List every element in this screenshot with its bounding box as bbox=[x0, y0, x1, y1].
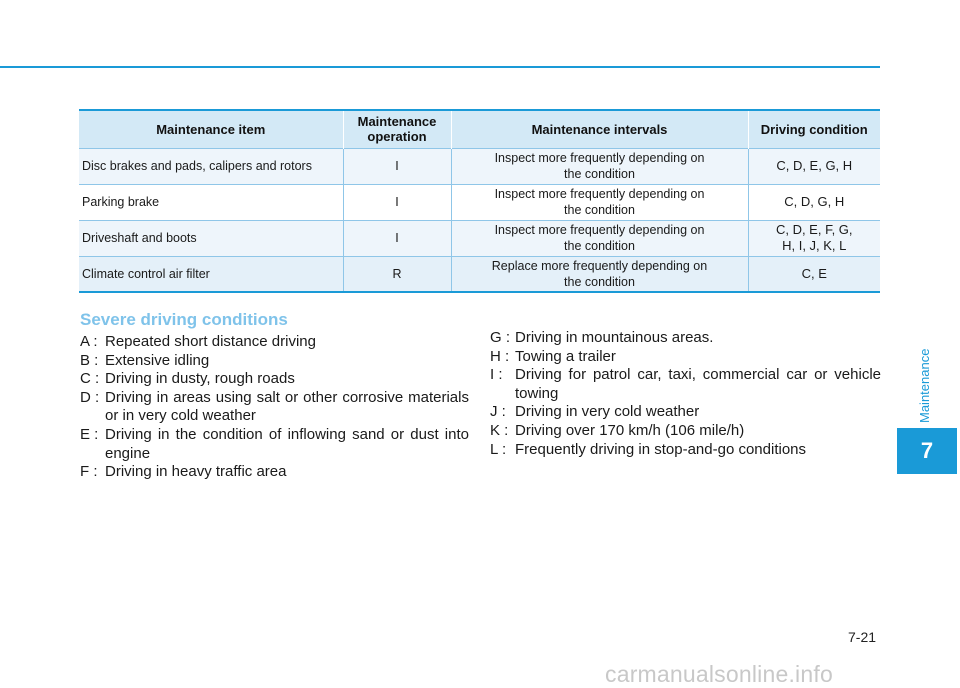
cell-item: Disc brakes and pads, calipers and rotors bbox=[79, 148, 343, 184]
table-row bbox=[79, 220, 880, 256]
condition-text: Driving in very cold weather bbox=[515, 403, 700, 421]
cell-condition: C, D, E, F, G, H, I, J, K, L bbox=[748, 220, 880, 256]
condition-code: B : bbox=[80, 351, 99, 369]
conditions-list-left bbox=[80, 333, 469, 482]
page-number: 7-21 bbox=[848, 629, 877, 645]
cell-interval: Inspect more frequently depending on the condition bbox=[451, 184, 748, 220]
condition-text: Driving over 170 km/h (106 mile/h) bbox=[515, 421, 745, 439]
table-row bbox=[79, 256, 880, 292]
table-row bbox=[79, 184, 880, 220]
list-item bbox=[490, 329, 881, 348]
condition-code: C : bbox=[80, 370, 100, 388]
cell-item: Driveshaft and boots bbox=[79, 220, 343, 256]
table-header-row bbox=[79, 110, 880, 148]
condition-code: L : bbox=[490, 440, 507, 458]
condition-code: G : bbox=[490, 329, 511, 346]
list-item bbox=[490, 348, 881, 367]
table-row bbox=[79, 148, 880, 184]
condition-code: H : bbox=[490, 347, 510, 365]
condition-text: Driving in the condition of inflowing sand or dust into engine bbox=[105, 425, 469, 462]
cell-item: Parking brake bbox=[79, 184, 343, 220]
header-maintenance-item: Maintenance item bbox=[79, 110, 343, 148]
cell-condition: C, D, G, H bbox=[748, 184, 880, 220]
condition-text: Towing a trailer bbox=[515, 347, 616, 365]
condition-text: Driving in mountainous areas. bbox=[515, 329, 714, 346]
cell-interval: Inspect more frequently depending on the condition bbox=[451, 148, 748, 184]
maintenance-table bbox=[79, 109, 880, 293]
cell-operation: I bbox=[343, 184, 451, 220]
cell-interval: Inspect more frequently depending on the condition bbox=[451, 220, 748, 256]
condition-text: Extensive idling bbox=[105, 351, 210, 369]
condition-code: A : bbox=[80, 333, 98, 350]
list-item bbox=[80, 370, 469, 389]
list-item bbox=[490, 441, 881, 460]
condition-text: Frequently driving in stop-and-go conditions bbox=[515, 440, 806, 458]
list-item bbox=[80, 333, 469, 352]
condition-text: Driving in heavy traffic area bbox=[105, 463, 287, 481]
header-maintenance-operation: Maintenance operation bbox=[343, 110, 451, 148]
condition-code: J : bbox=[490, 403, 506, 421]
chapter-tab bbox=[897, 428, 957, 474]
header-maintenance-intervals: Maintenance intervals bbox=[451, 110, 748, 148]
condition-code: I : bbox=[490, 366, 503, 384]
list-item bbox=[490, 422, 881, 441]
list-item bbox=[80, 426, 469, 463]
section-title: Severe driving conditions bbox=[80, 310, 288, 329]
cell-condition: C, D, E, G, H bbox=[748, 148, 880, 184]
cell-interval: Replace more frequently depending on the condition bbox=[451, 256, 748, 292]
list-item bbox=[80, 389, 469, 426]
list-item bbox=[490, 403, 881, 422]
list-item bbox=[490, 366, 881, 403]
condition-text: Driving in areas using salt or other corrosive materials or in very cold weather bbox=[105, 388, 469, 425]
cell-operation: I bbox=[343, 220, 451, 256]
condition-text: Driving for patrol car, taxi, commercial car or vehicle towing bbox=[515, 366, 881, 402]
condition-code: E : bbox=[80, 425, 99, 443]
conditions-list-right bbox=[490, 329, 881, 459]
condition-text: Repeated short distance driving bbox=[105, 333, 316, 350]
condition-code: F : bbox=[80, 463, 98, 481]
chapter-label: Maintenance bbox=[917, 348, 932, 423]
header-driving-condition: Driving condition bbox=[748, 110, 880, 148]
cell-operation: R bbox=[343, 256, 451, 292]
list-item bbox=[80, 463, 469, 482]
cell-item: Climate control air filter bbox=[79, 256, 343, 292]
cell-condition: C, E bbox=[748, 256, 880, 292]
list-item bbox=[80, 352, 469, 371]
condition-text: Driving in dusty, rough roads bbox=[105, 370, 295, 388]
cell-operation: I bbox=[343, 148, 451, 184]
chapter-number: 7 bbox=[920, 438, 934, 463]
top-rule bbox=[0, 66, 880, 68]
watermark: carmanualsonline.info bbox=[605, 661, 833, 687]
condition-code: K : bbox=[490, 421, 509, 439]
condition-code: D : bbox=[80, 388, 100, 406]
